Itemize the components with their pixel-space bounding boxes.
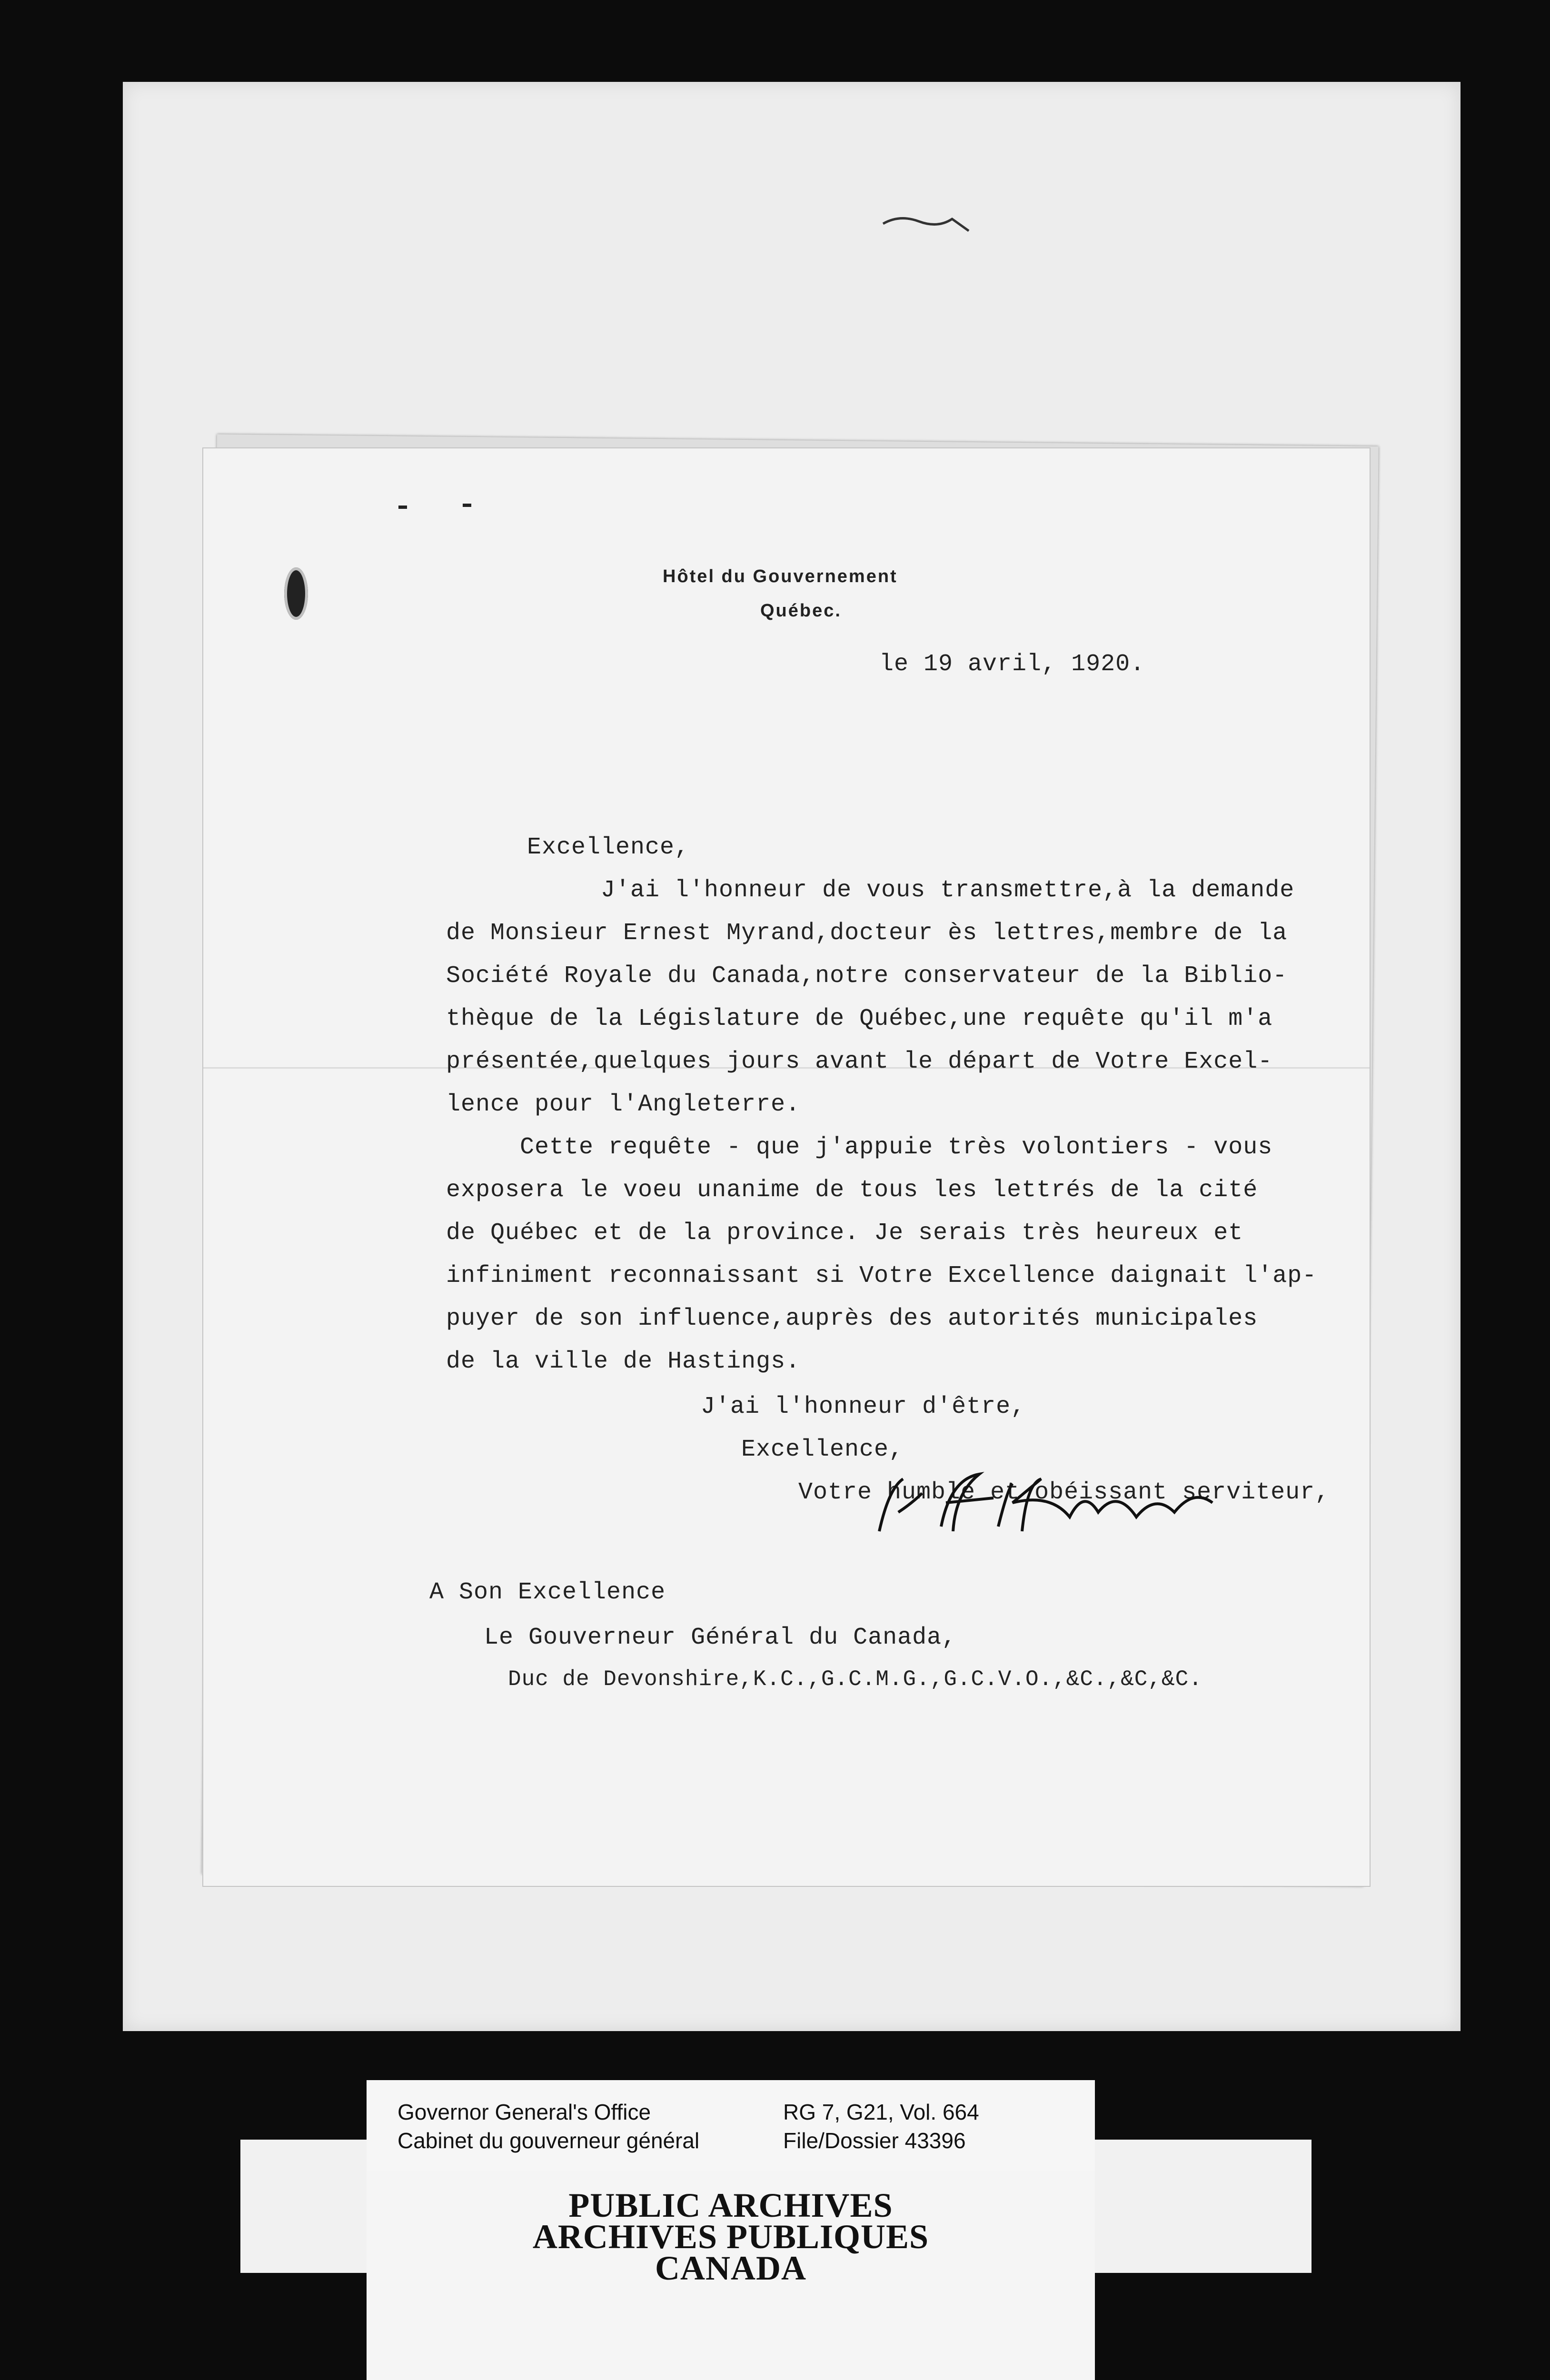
addressee-line: Le Gouverneur Général du Canada, [484,1624,957,1651]
closing-line: J'ai l'honneur d'être, [701,1393,1026,1420]
body-line: de Québec et de la province. Je serais très heureux et [446,1220,1243,1247]
letter-date: le 19 avril, 1920. [879,651,1145,678]
signature [870,1460,1251,1546]
closing-line: Excellence, [741,1436,904,1463]
dash-mark [398,506,407,509]
addressee-line: A Son Excellence [429,1579,666,1606]
pencil-mark [881,205,976,238]
record-group-reference: RG 7, G21, Vol. 664 [783,2100,979,2124]
body-line: J'ai l'honneur de vous transmettre,à la demande [601,877,1295,904]
salutation: Excellence, [527,834,690,861]
office-english: Governor General's Office [397,2100,651,2124]
letterhead-line2: Québec. [760,601,842,621]
office-french: Cabinet du gouverneur général [397,2128,700,2153]
stamp-line1: PUBLIC ARCHIVES [568,2186,893,2224]
punch-hole [284,567,308,620]
letterhead-line1: Hôtel du Gouvernement [663,566,898,586]
file-number: File/Dossier 43396 [783,2128,966,2153]
closing-line: Votre humble et obéissant serviteur, [798,1479,1330,1506]
letter-page [202,447,1371,1887]
stamp-line2: ARCHIVES PUBLIQUES [532,2218,929,2256]
archive-stamp [367,2171,1095,2380]
body-line: exposera le voeu unanime de tous les lettrés de la cité [446,1177,1258,1204]
body-line: puyer de son influence,auprès des autorités municipales [446,1305,1258,1332]
body-line: Société Royale du Canada,notre conservateur de la Biblio- [446,962,1288,990]
body-line: infiniment reconnaissant si Votre Excellence daignait l'ap- [446,1262,1317,1289]
body-line: Cette requête - que j'appuie très volontiers - vous [520,1134,1273,1161]
body-line: de Monsieur Ernest Myrand,docteur ès lettres,membre de la [446,920,1288,947]
stamp-line3: CANADA [655,2249,806,2287]
body-line: lence pour l'Angleterre. [446,1091,801,1118]
addressee-line: Duc de Devonshire,K.C.,G.C.M.G.,G.C.V.O.,&C.,&C,&C. [508,1667,1202,1692]
body-line: thèque de la Législature de Québec,une requête qu'il m'a [446,1005,1273,1032]
dash-mark [463,504,471,507]
body-line: de la ville de Hastings. [446,1348,801,1375]
body-line: présentée,quelques jours avant le départ de Votre Excel- [446,1048,1273,1075]
